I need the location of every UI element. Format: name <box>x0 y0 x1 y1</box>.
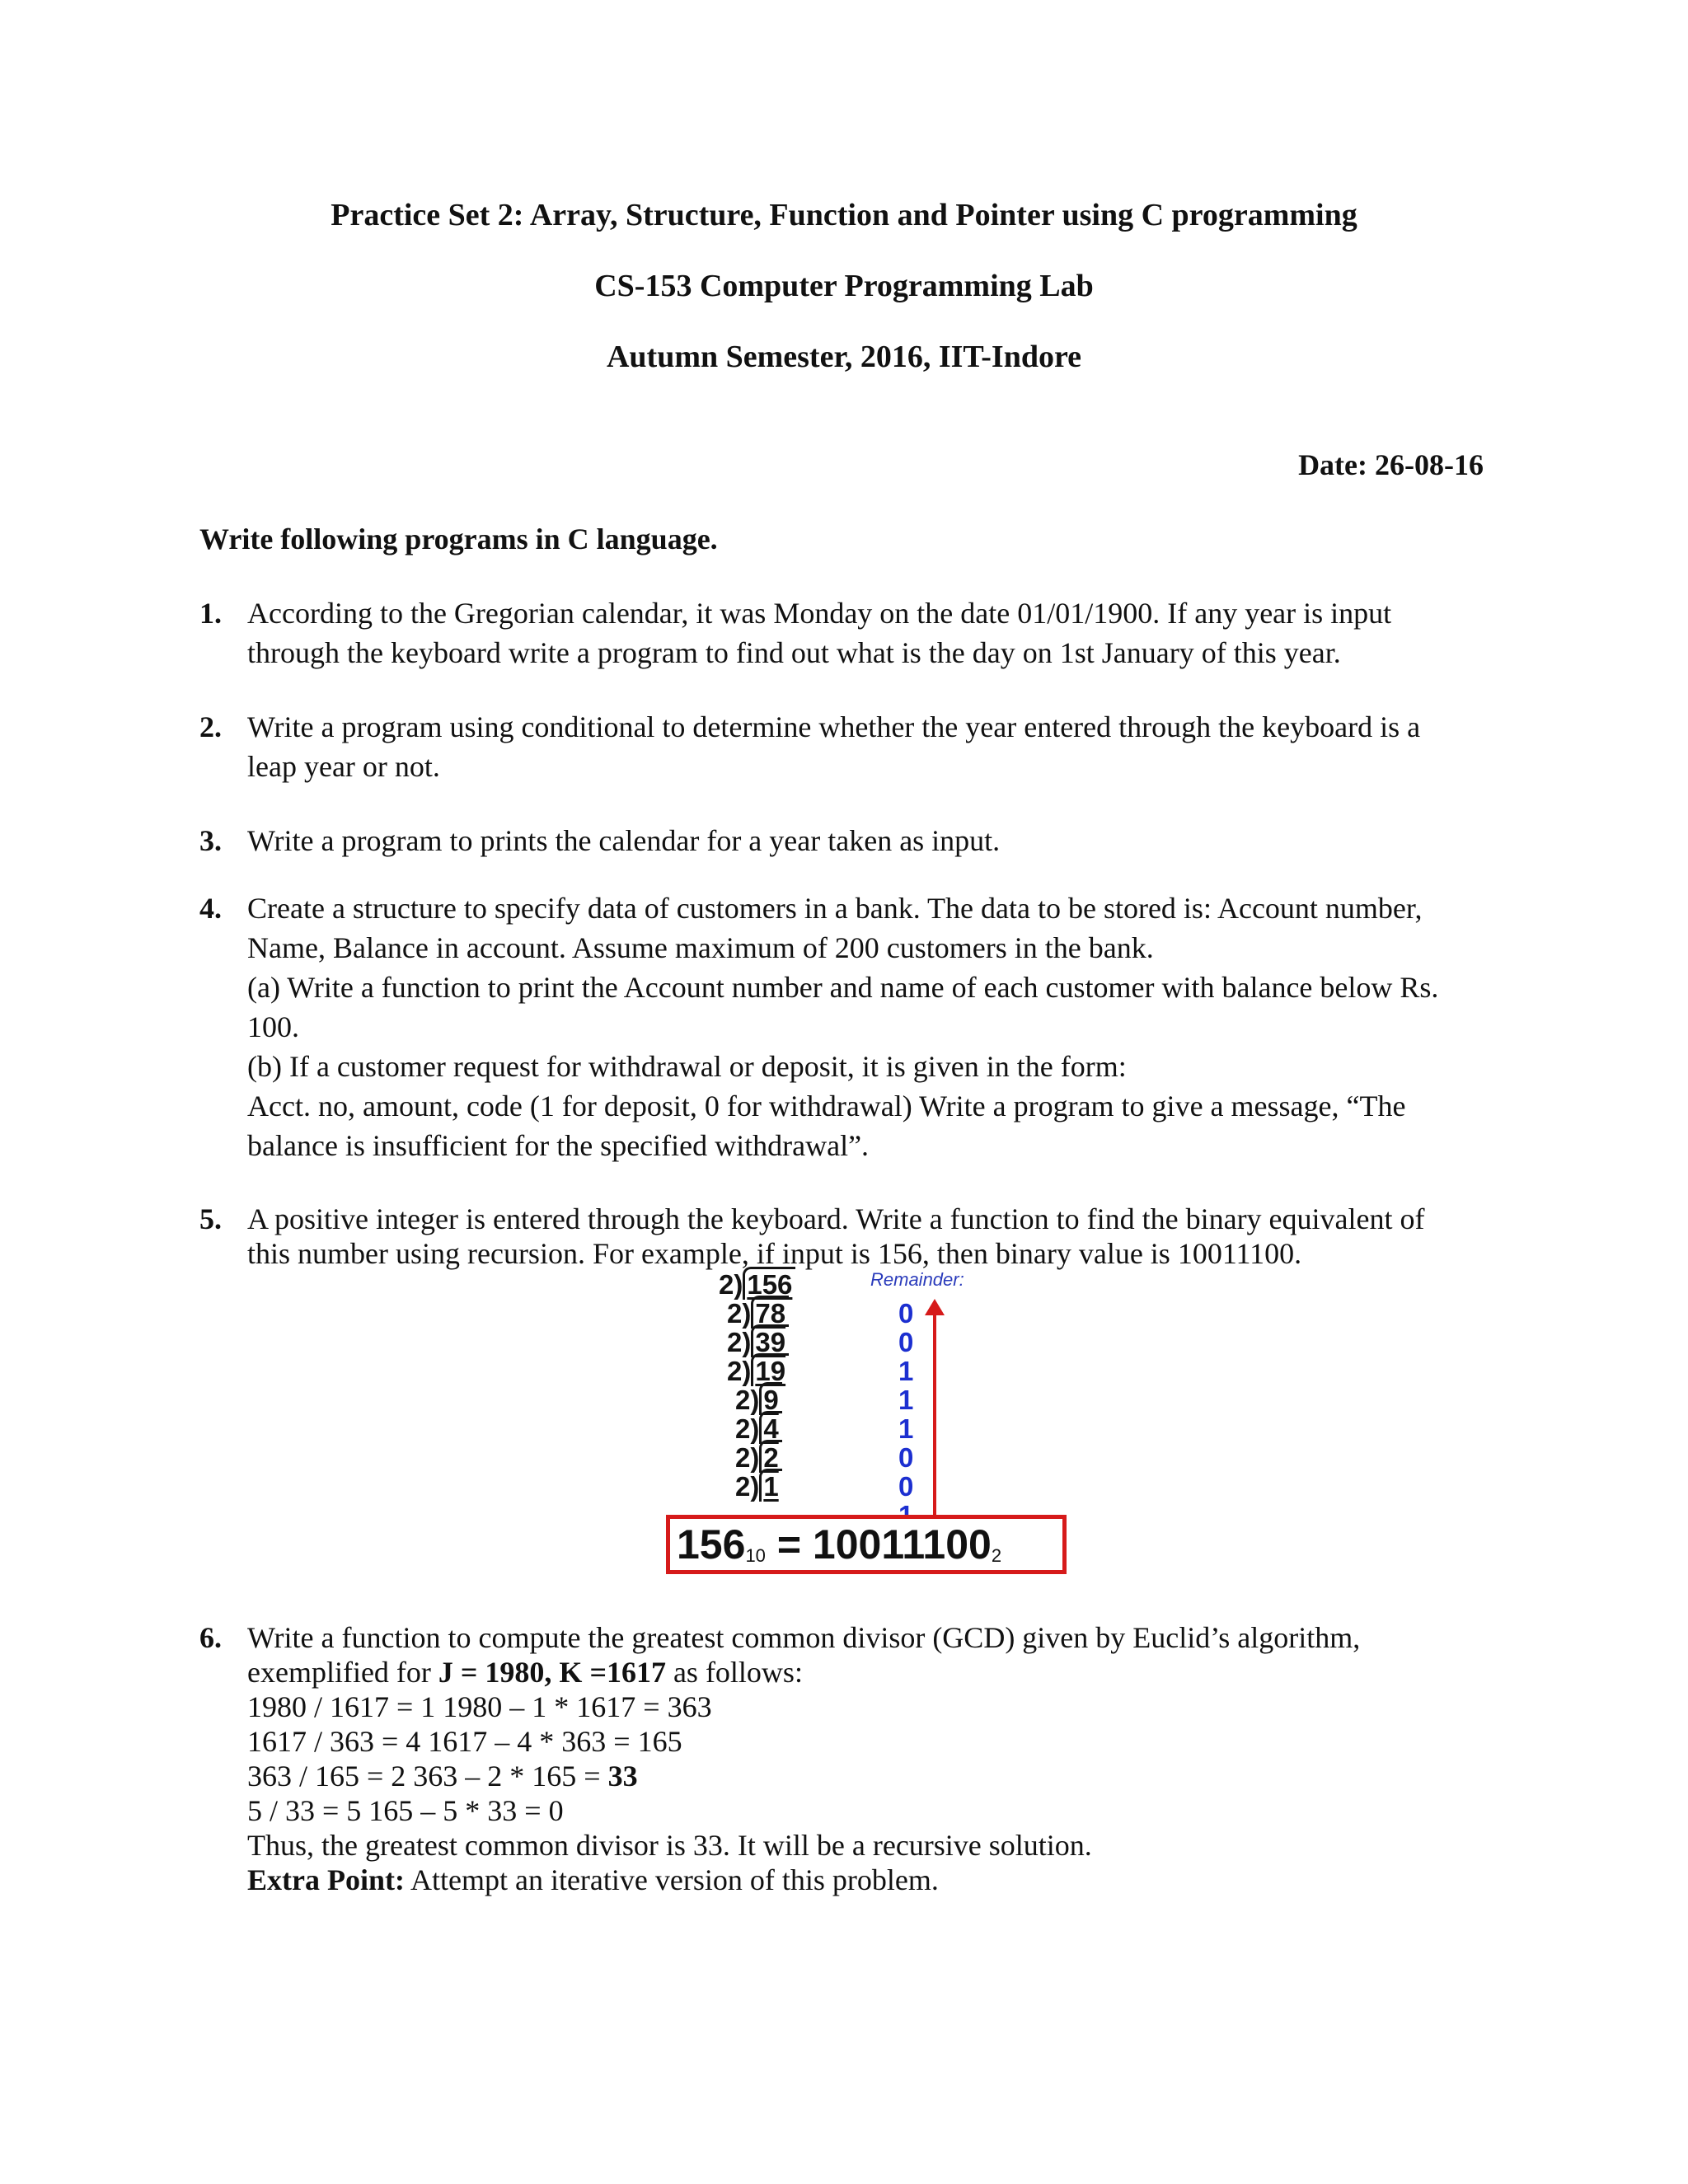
division-step <box>719 1271 795 1298</box>
text-fragment: 363 / 165 = 2 363 – 2 * 165 = <box>247 1760 608 1793</box>
divisor: 2) <box>735 1385 760 1415</box>
decimal-base: 10 <box>745 1545 766 1566</box>
question-text-line: Name, Balance in account. Assume maximum of 200 customers in the bank. <box>247 931 1154 964</box>
question-text-line: A positive integer is entered through the keyboard. Write a function to find the binary equivalent of <box>247 1202 1425 1235</box>
division-step <box>735 1386 782 1413</box>
dividend: 39 <box>751 1324 789 1357</box>
remainder-digit: 1 <box>898 1385 914 1415</box>
binary-value: 10011100 <box>812 1521 992 1568</box>
dividend: 9 <box>759 1382 781 1415</box>
gcd-step: 1617 / 363 = 4 1617 – 4 * 363 = 165 <box>247 1725 682 1758</box>
remainder-digit: 0 <box>898 1327 914 1357</box>
remainder-digit: 1 <box>898 1413 914 1444</box>
question-number: 3. <box>199 824 222 857</box>
question-number: 1. <box>199 597 222 630</box>
up-arrow-icon <box>925 1299 945 1315</box>
question-text-line: Acct. no, amount, code (1 for deposit, 0 for withdrawal) Write a program to give a message, “The <box>247 1090 1406 1122</box>
question-number: 5. <box>199 1202 222 1235</box>
gcd-step: 5 / 33 = 5 165 – 5 * 33 = 0 <box>247 1794 564 1827</box>
question-3 <box>199 821 1485 860</box>
divisor: 2) <box>727 1327 752 1357</box>
question-text-line: Create a structure to specify data of customers in a bank. The data to be stored is: Account number, <box>247 892 1423 925</box>
question-text-line: (a) Write a function to print the Account number and name of each customer with balance below Rs. <box>247 971 1439 1004</box>
divisor: 2) <box>735 1471 760 1502</box>
example-values: J = 1980, K =1617 <box>438 1656 666 1689</box>
division-step <box>727 1357 789 1385</box>
dividend: 78 <box>751 1296 789 1329</box>
remainder-digit: 1 <box>898 1356 914 1386</box>
division-step <box>727 1329 789 1356</box>
dividend: 1 <box>759 1469 781 1502</box>
text-fragment: Attempt an iterative version of this problem. <box>404 1863 939 1896</box>
divisor: 2) <box>735 1442 760 1473</box>
date-label: Date: 26-08-16 <box>1298 448 1484 481</box>
question-text-line <box>247 1655 1485 1690</box>
page-title: Practice Set 2: Array, Structure, Function and Pointer using C programming <box>331 198 1357 232</box>
gcd-result: 33 <box>607 1760 638 1793</box>
binary-result-box <box>666 1515 1067 1574</box>
question-text-line: Write a program using conditional to determine whether the year entered through the keyboard is a <box>247 710 1421 743</box>
up-arrow-line <box>933 1310 936 1535</box>
question-text-line: balance is insufficient for the specified withdrawal”. <box>247 1129 870 1162</box>
question-text-line: leap year or not. <box>247 750 440 783</box>
course-title: CS-153 Computer Programming Lab <box>594 269 1094 303</box>
question-text-line: According to the Gregorian calendar, it was Monday on the date 01/01/1900. If any year is input <box>247 597 1392 630</box>
question-1 <box>199 593 1485 673</box>
extra-point-label: Extra Point: <box>247 1863 405 1896</box>
question-text-line <box>247 1863 1485 1897</box>
remainder-digit: 0 <box>898 1442 914 1473</box>
gcd-step: 1980 / 1617 = 1 1980 – 1 * 1617 = 363 <box>247 1690 712 1723</box>
text-fragment: exemplified for <box>247 1656 438 1689</box>
dividend: 2 <box>759 1440 781 1473</box>
binary-base: 2 <box>991 1545 1002 1566</box>
question-2 <box>199 707 1485 786</box>
remainder-digit: 0 <box>898 1298 914 1329</box>
question-4 <box>199 888 1485 1165</box>
dividend: 156 <box>743 1267 795 1300</box>
instructions-heading: Write following programs in C language. <box>199 523 718 555</box>
division-step <box>735 1473 782 1500</box>
divisor: 2) <box>727 1356 752 1386</box>
question-5 <box>199 1202 1485 1271</box>
division-step <box>735 1444 782 1471</box>
decimal-value: 156 <box>677 1521 746 1568</box>
division-step <box>727 1300 789 1327</box>
question-text-line: Thus, the greatest common divisor is 33. It will be a recursive solution. <box>247 1829 1092 1862</box>
question-text-line: (b) If a customer request for withdrawal or deposit, it is given in the form: <box>247 1050 1127 1083</box>
divisor: 2) <box>735 1413 760 1444</box>
question-text-line: through the keyboard write a program to find out what is the day on 1st January of this year. <box>247 636 1341 669</box>
equals-sign: = <box>765 1521 813 1568</box>
question-6 <box>199 1620 1485 1897</box>
divisor: 2) <box>727 1298 752 1329</box>
divisor: 2) <box>719 1269 743 1300</box>
question-text-line: Write a program to prints the calendar for a year taken as input. <box>247 824 1001 857</box>
dividend: 4 <box>759 1411 781 1444</box>
question-text-line: Write a function to compute the greatest common divisor (GCD) given by Euclid’s algorithm, <box>247 1621 1361 1654</box>
remainder-label: Remainder: <box>870 1269 964 1290</box>
question-text-line: 100. <box>247 1010 299 1043</box>
dividend: 19 <box>751 1353 789 1386</box>
question-number: 2. <box>199 710 222 743</box>
division-step <box>735 1415 782 1442</box>
question-number: 6. <box>199 1621 222 1654</box>
gcd-step <box>247 1759 1485 1793</box>
question-text-line: this number using recursion. For example, if input is 156, then binary value is 10011100. <box>247 1237 1302 1270</box>
text-fragment: as follows: <box>665 1656 803 1689</box>
semester-title: Autumn Semester, 2016, IIT-Indore <box>606 340 1082 374</box>
question-number: 4. <box>199 892 222 925</box>
remainder-digit: 0 <box>898 1471 914 1502</box>
